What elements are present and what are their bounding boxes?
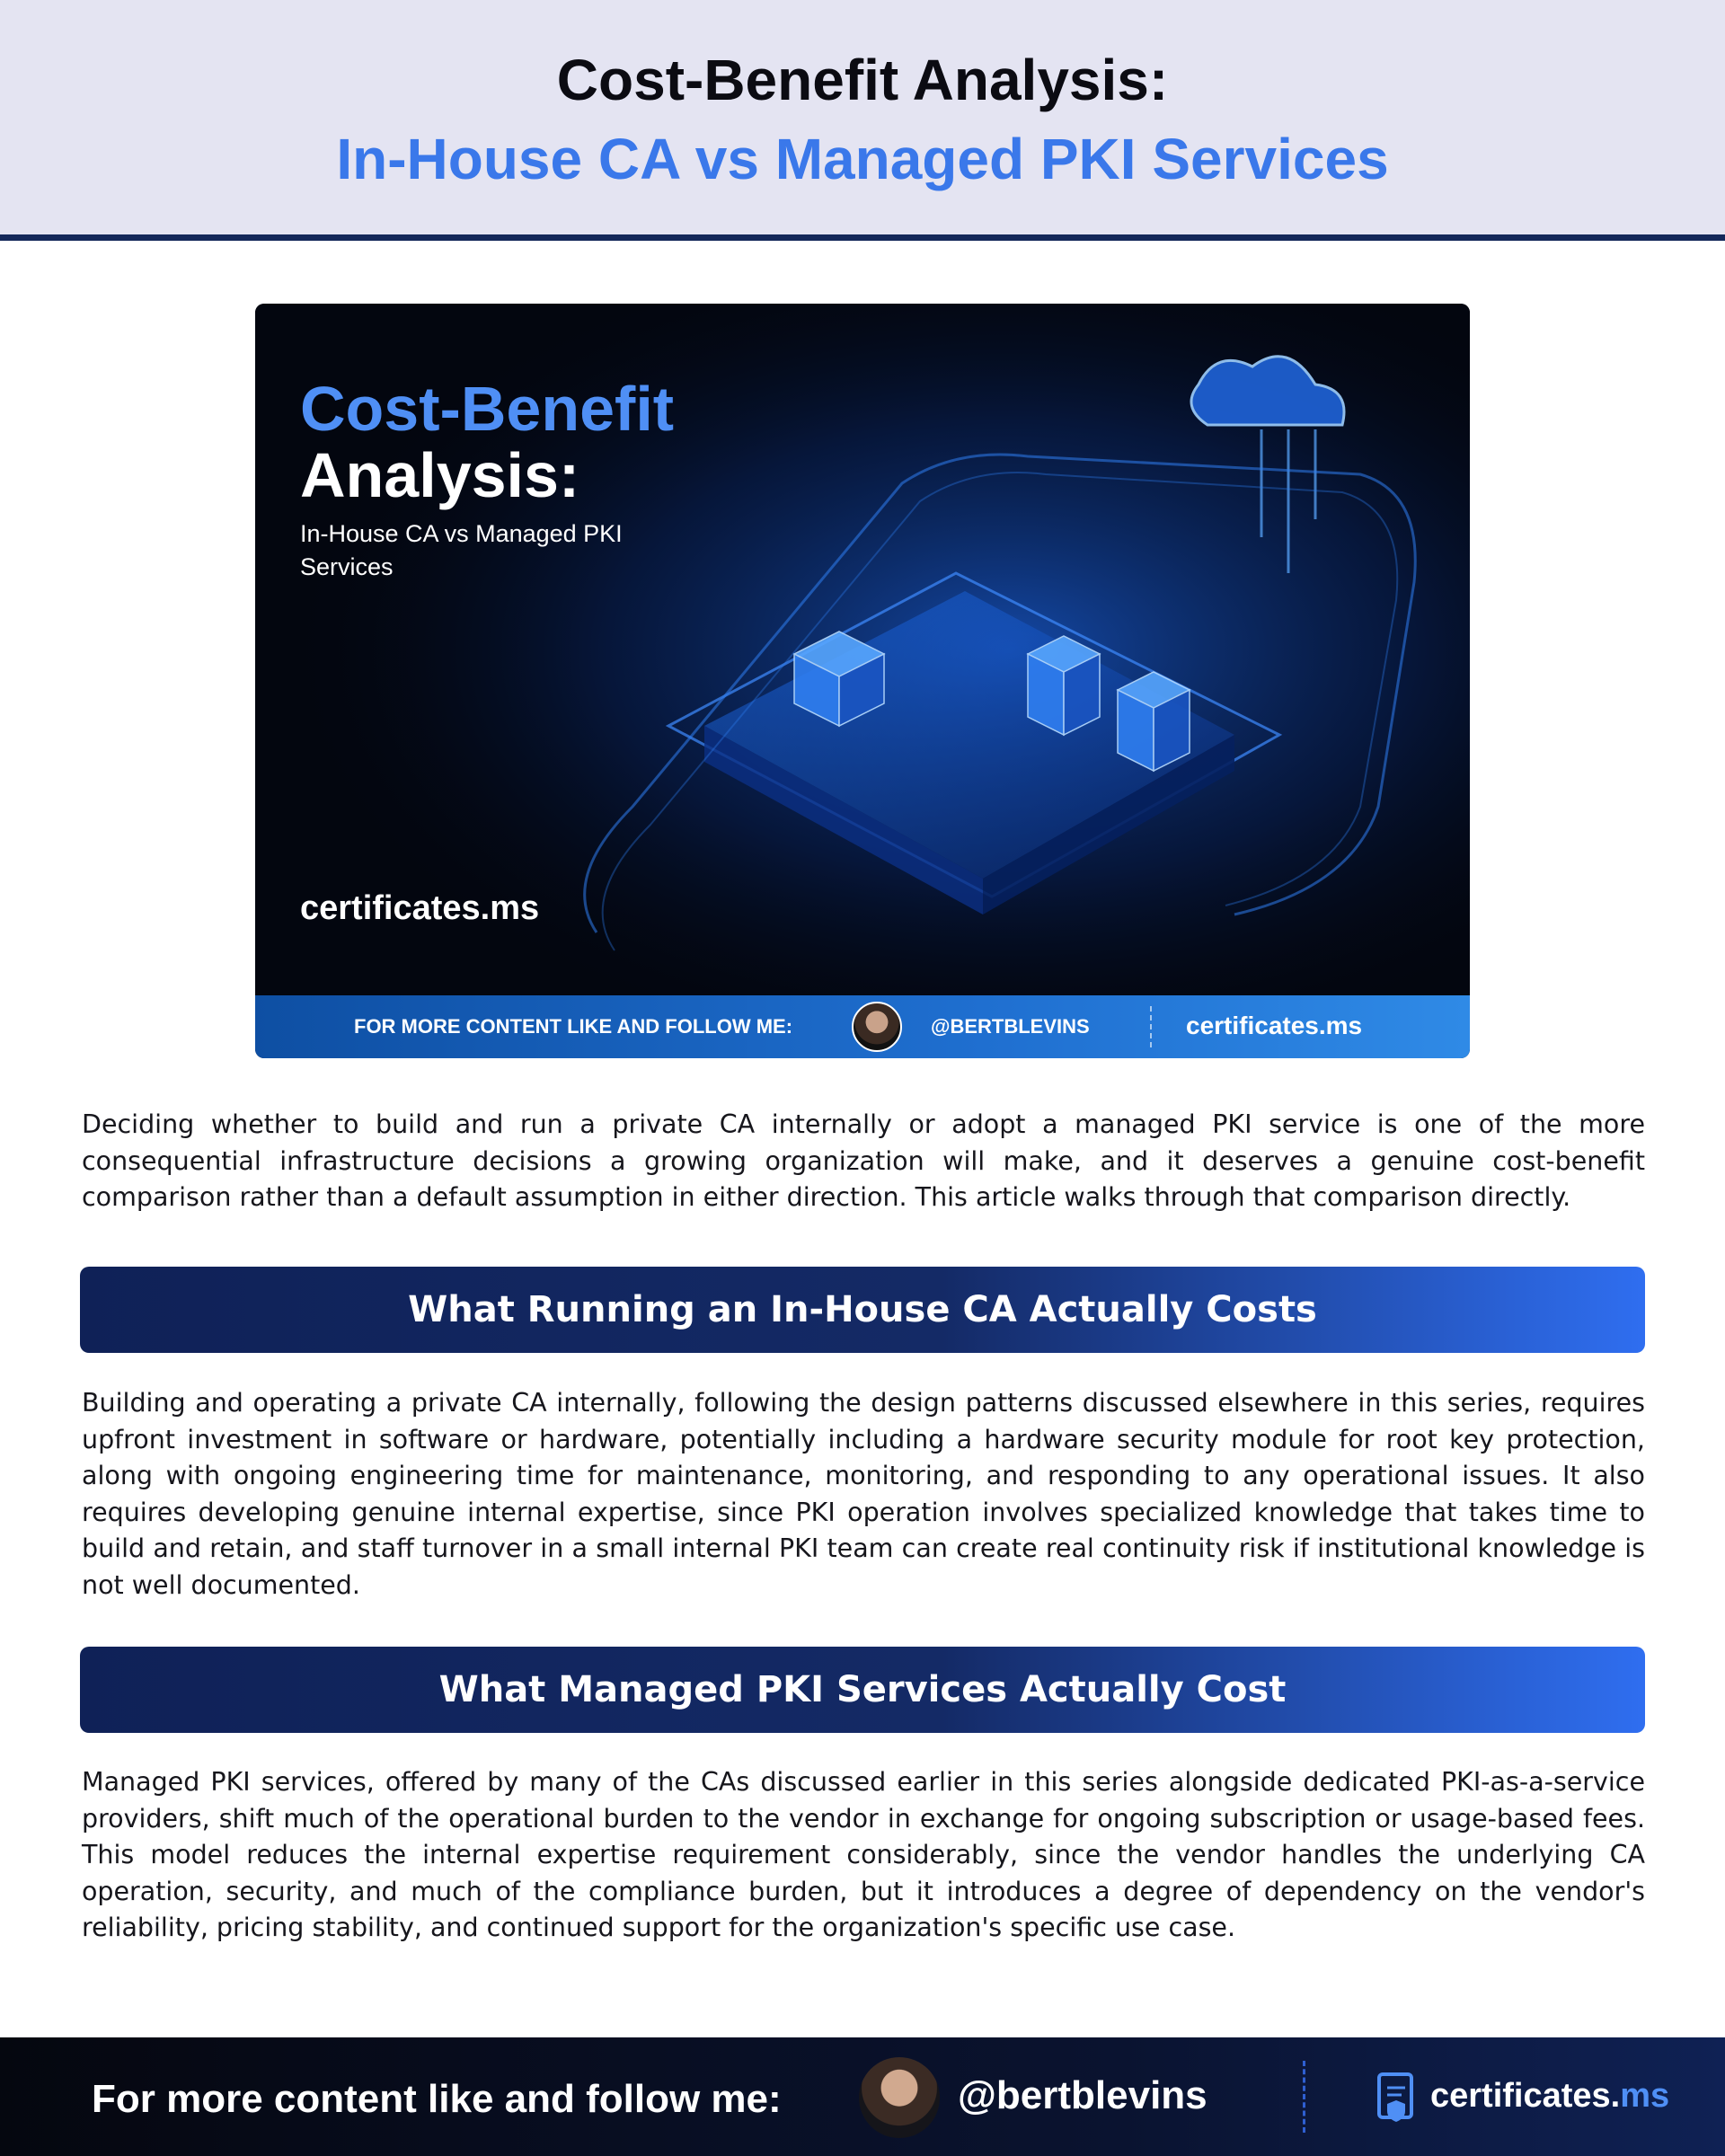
hero-follow-bar [255, 995, 1470, 1058]
footer-site-main: certificates. [1430, 2077, 1621, 2115]
page-subtitle: In-House CA vs Managed PKI Services [336, 127, 1389, 191]
hero-subtitle: In-House CA vs Managed PKI Services [300, 520, 623, 580]
footer-follow-cta: For more content like and follow me: [92, 2077, 782, 2121]
hero-title-a: Cost-Benefit [300, 374, 675, 444]
avatar [852, 1002, 902, 1052]
avatar [859, 2057, 940, 2138]
divider [1303, 2061, 1305, 2133]
divider [1150, 1006, 1152, 1047]
footer-site-ext: ms [1620, 2077, 1670, 2115]
intro-paragraph: Deciding whether to build and run a private CA internally or adopt a managed PKI service is one of the more consequential infrastructure decisions a growing organization will make, and it deserves a genuine cost-benefit comparison rather than a default assumption in either direction. This article walks through that comparison directly. [82, 1109, 1645, 1212]
footer-handle[interactable]: @bertblevins [958, 2073, 1208, 2117]
hero-title-b: Analysis: [300, 440, 580, 510]
section-body: Building and operating a private CA internally, following the design patterns discussed elsewhere in this series, requires upfront investment in software or hardware, potentially including a hardware security module for root key protection, along with ongoing engineering time for maintenance, monitoring, and responding to any operational issues. It also requires developing genuine internal expertise, since PKI operation involves specialized knowledge that takes time to build and retain, and staff turnover in a small internal PKI team can create real continuity risk if institutional knowledge is not well documented. [82, 1388, 1645, 1600]
hero-image [255, 304, 1470, 1058]
section-heading: What Managed PKI Services Actually Cost [80, 1647, 1645, 1733]
section-heading: What Running an In-House CA Actually Costs [80, 1267, 1645, 1353]
footer-site[interactable] [1430, 2077, 1669, 2116]
footer-bar [0, 2037, 1725, 2156]
page-header [0, 0, 1725, 241]
hero-logo: certificates.ms [300, 889, 540, 927]
certificate-shield-icon [1376, 2072, 1416, 2124]
hero-handle[interactable]: @BERTBLEVINS [931, 1015, 1090, 1038]
hero-site[interactable]: certificates.ms [1186, 1012, 1363, 1039]
hero-follow-cta: FOR MORE CONTENT LIKE AND FOLLOW ME: [354, 1015, 793, 1038]
section-body: Managed PKI services, offered by many of the CAs discussed earlier in this series alongside dedicated PKI-as-a-service providers, shift much of the operational burden to the vendor in exchange for ongoing subscription or usage-based fees. This model reduces the internal expertise requirement considerably, since the vendor handles the underlying CA operation, security, and much of the compliance burden, but it introduces a degree of dependency on the vendor's reliability, pricing stability, and continued support for the organization's specific use case. [82, 1767, 1645, 1942]
page-title: Cost-Benefit Analysis: [556, 48, 1169, 112]
hero-title-block [300, 376, 674, 584]
